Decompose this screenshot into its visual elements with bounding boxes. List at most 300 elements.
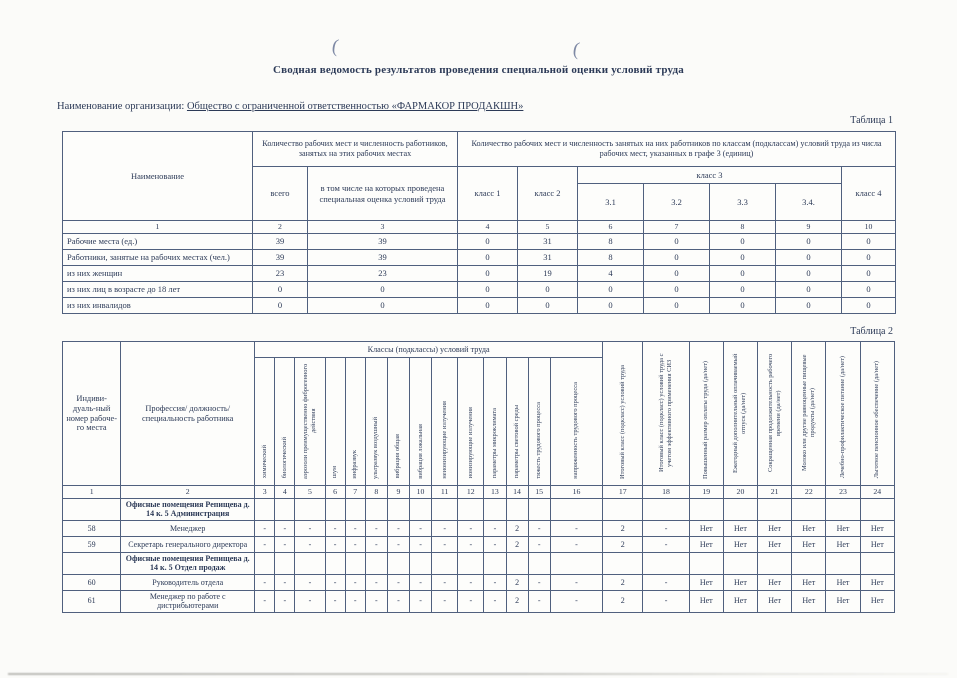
table1-cell: 0 (842, 282, 896, 298)
table1-cell: 0 (776, 282, 842, 298)
table2-cell (826, 499, 860, 521)
table1-cell: 39 (253, 234, 308, 250)
table1-class2-header: класс 2 (518, 167, 578, 221)
table1-column-number: 8 (710, 221, 776, 234)
table2-number-row (63, 486, 895, 499)
table2-cell: - (458, 574, 484, 590)
table1-header-row-1 (63, 132, 896, 167)
table1-cell: 39 (308, 250, 458, 266)
table2-cell: Нет (860, 574, 894, 590)
table1-data-row (63, 298, 896, 314)
table1-data-row (63, 234, 896, 250)
table2-column-number: 4 (275, 486, 295, 499)
table2-cell: - (365, 590, 387, 612)
table2-profession-header: Профессия/ должность/ специальность работника (121, 342, 255, 486)
table2-cell: - (345, 536, 365, 552)
table2-cell: Нет (860, 590, 894, 612)
table1-row-label: из них инвалидов (63, 298, 253, 314)
table2-cell: Нет (826, 574, 860, 590)
table2-cell: - (550, 574, 602, 590)
table2-cell (860, 499, 894, 521)
table1-cell: 0 (308, 282, 458, 298)
table2-cell: - (432, 520, 458, 536)
table1-column-number: 7 (644, 221, 710, 234)
table2-cell: - (387, 520, 409, 536)
table2-data-row (63, 590, 895, 612)
table1-caption: Таблица 1 (850, 115, 893, 126)
table2-infrasound-header (345, 358, 365, 486)
table2-cell: Нет (689, 590, 723, 612)
table1-column-number: 1 (63, 221, 253, 234)
table2-cell: - (275, 536, 295, 552)
table1-cell: 8 (578, 234, 644, 250)
table1-cell: 8 (578, 250, 644, 266)
table2-nonionizing-header (432, 358, 458, 486)
table2-vibration-local-header (409, 358, 431, 486)
table2-cell: Нет (826, 520, 860, 536)
table2-cell (528, 552, 550, 574)
table2-column-number: 6 (325, 486, 345, 499)
rotated-header-text: аэрозоли преимущественно фиброгенного действия (301, 362, 317, 479)
table1-cell: 0 (644, 250, 710, 266)
table2-cell: - (255, 536, 275, 552)
table2-column-number: 22 (792, 486, 826, 499)
table1-cell: 0 (308, 298, 458, 314)
table2-column-number: 3 (255, 486, 275, 499)
table2-cell (345, 499, 365, 521)
table2-cell: - (325, 590, 345, 612)
table1-cell: 0 (644, 282, 710, 298)
table2-cell: - (275, 574, 295, 590)
table2-workplace-number-cell (63, 552, 121, 574)
table2-cell: - (295, 574, 325, 590)
table2-cell: - (387, 536, 409, 552)
table2-cell (458, 499, 484, 521)
table2-cell: - (550, 590, 602, 612)
table2-cell (689, 552, 723, 574)
organization-label: Наименование организации: (57, 101, 185, 112)
table2-cell: - (528, 536, 550, 552)
rotated-header-text: параметры микроклимата (490, 408, 498, 479)
table2-cell (506, 552, 528, 574)
table2-cell (409, 552, 431, 574)
table2-column-number: 13 (484, 486, 506, 499)
table1-group1-header: Количество рабочих мест и численность работников, занятых на этих рабочих местах (253, 132, 458, 167)
table2-data-row (63, 536, 895, 552)
table2-column-number: 1 (63, 486, 121, 499)
table2-cell: - (643, 574, 689, 590)
table2-vibration-general-header (387, 358, 409, 486)
table1-cell: 0 (253, 282, 308, 298)
table2-cell: - (458, 536, 484, 552)
table1-cell: 0 (776, 298, 842, 314)
table2-cell (792, 552, 826, 574)
table2-cell: Нет (758, 574, 792, 590)
table1-class32-header: 3.2 (644, 184, 710, 221)
table2-cell (458, 552, 484, 574)
workplaces-table-2 (62, 341, 895, 613)
table2-cell (432, 552, 458, 574)
rotated-header-text: Льготное пенсионное обеспечение (да/нет) (873, 361, 881, 479)
table2-cell (689, 499, 723, 521)
table2-profession-cell: Руководитель отдела (121, 574, 255, 590)
table2-cell: 2 (506, 536, 528, 552)
table2-cell: - (528, 520, 550, 536)
table1-cell: 0 (842, 250, 896, 266)
table2-cell: - (255, 520, 275, 536)
table2-cell (643, 499, 689, 521)
table2-column-number: 16 (550, 486, 602, 499)
table2-cell: 2 (603, 590, 643, 612)
table2-column-number: 17 (603, 486, 643, 499)
table1-cell: 0 (518, 298, 578, 314)
table2-cell: Нет (758, 590, 792, 612)
table1-row-label: из них лиц в возрасте до 18 лет (63, 282, 253, 298)
table2-cell (255, 552, 275, 574)
table1-cell: 0 (518, 282, 578, 298)
table2-cell (723, 552, 757, 574)
table2-column-number: 2 (121, 486, 255, 499)
organization-name: Общество с ограниченной ответственностью «ФАРМАКОР ПРОДАКШН» (186, 101, 524, 112)
table2-cell: - (325, 520, 345, 536)
table2-section-row (63, 552, 895, 574)
table2-cell: Нет (723, 520, 757, 536)
table2-section-row (63, 499, 895, 521)
table1-cell: 0 (458, 266, 518, 282)
table2-ultrasound-header (365, 358, 387, 486)
table2-cell: - (409, 590, 431, 612)
table2-cell (792, 499, 826, 521)
table2-extra-leave-header (723, 342, 757, 486)
table2-cell (432, 499, 458, 521)
table1-row-label: Работники, занятые на рабочих местах (чел.) (63, 250, 253, 266)
rotated-header-text: шум (331, 466, 339, 479)
table2-cell: - (484, 590, 506, 612)
table2-profession-cell: Менеджер по работе с дистрибьютерами (121, 590, 255, 612)
table2-cell: Нет (826, 536, 860, 552)
table2-cell: Нет (689, 520, 723, 536)
table1-group2-header: Количество рабочих мест и численность занятых на них работников по классам (подклассам) условий труда из числа рабочих мест, указанных в графе 3 (единиц) (458, 132, 896, 167)
table2-milk-products-header (792, 342, 826, 486)
rotated-header-text: напряженность трудового процесса (572, 381, 580, 479)
table2-cell: 2 (603, 536, 643, 552)
table1-data-row (63, 250, 896, 266)
table2-cell (325, 552, 345, 574)
table2-classes-group-header: Классы (подклассы) условий труда (255, 342, 603, 358)
table2-cell: Нет (723, 536, 757, 552)
table2-raised-pay-header (689, 342, 723, 486)
table2-cell (275, 552, 295, 574)
table1-cell: 0 (458, 298, 518, 314)
table2-microclimate-header (484, 358, 506, 486)
table2-column-number: 14 (506, 486, 528, 499)
table2-cell: Нет (792, 590, 826, 612)
table1-cell: 0 (710, 266, 776, 282)
table1-column-number: 5 (518, 221, 578, 234)
table2-cell: Нет (758, 536, 792, 552)
table2-cell: - (458, 520, 484, 536)
table2-section-label: Офисные помещения Репищева д. 14 к. 5 Администрация (121, 499, 255, 521)
table2-cell: - (255, 574, 275, 590)
table2-cell: Нет (689, 536, 723, 552)
table2-final-class-header (603, 342, 643, 486)
table1-class3-header: класс 3 (578, 167, 842, 184)
rotated-header-text: инфразвук (351, 449, 359, 479)
table1-cell: 0 (644, 298, 710, 314)
table2-cell: Нет (792, 574, 826, 590)
table1-row-label: Рабочие места (ед.) (63, 234, 253, 250)
table1-column-number: 2 (253, 221, 308, 234)
table1-cell: 0 (458, 250, 518, 266)
table1-cell: 0 (776, 250, 842, 266)
table1-class31-header: 3.1 (578, 184, 644, 221)
table2-aerosols-header (295, 358, 325, 486)
table2-light-header (506, 358, 528, 486)
table2-preventive-nutrition-header (826, 342, 860, 486)
table2-cell: - (458, 590, 484, 612)
table2-noise-header (325, 358, 345, 486)
table2-cell: - (387, 574, 409, 590)
table2-cell (325, 499, 345, 521)
table2-cell (484, 499, 506, 521)
table2-column-number: 11 (432, 486, 458, 499)
table1-cell: 23 (308, 266, 458, 282)
table1-cell: 23 (253, 266, 308, 282)
table2-cell (860, 552, 894, 574)
table2-column-number: 8 (365, 486, 387, 499)
table1-cell: 0 (776, 266, 842, 282)
table1-cell: 4 (578, 266, 644, 282)
table2-workplace-number-cell (63, 499, 121, 521)
table2-profession-cell: Секретарь генерального директора (121, 536, 255, 552)
table1-column-number: 10 (842, 221, 896, 234)
table2-cell (409, 499, 431, 521)
table1-cell: 0 (578, 298, 644, 314)
table1-total-header: всего (253, 167, 308, 221)
table2-cell: - (345, 520, 365, 536)
table2-column-number: 7 (345, 486, 365, 499)
table1-row-label: из них женщин (63, 266, 253, 282)
table2-cell: - (643, 590, 689, 612)
table2-cell: - (643, 536, 689, 552)
table2-cell: - (432, 536, 458, 552)
table2-column-number: 15 (528, 486, 550, 499)
table2-cell (365, 499, 387, 521)
table1-column-number: 4 (458, 221, 518, 234)
table2-header-row-1 (63, 342, 895, 358)
table2-cell: Нет (792, 536, 826, 552)
table1-cell: 0 (776, 234, 842, 250)
table2-workplace-number-cell: 58 (63, 520, 121, 536)
table1-class4-header: класс 4 (842, 167, 896, 221)
document-title: Сводная ведомость результатов проведения специальной оценки условий труда (273, 64, 684, 76)
table1-cell: 39 (253, 250, 308, 266)
table2-cell: - (275, 590, 295, 612)
table2-cell: Нет (723, 590, 757, 612)
table2-column-number: 12 (458, 486, 484, 499)
table2-workplace-number-cell: 60 (63, 574, 121, 590)
rotated-header-text: Итоговый класс (подкласс) условий труда с учетом эффективного применения СИЗ (658, 353, 674, 472)
table1-number-row (63, 221, 896, 234)
table1-cell: 0 (253, 298, 308, 314)
table2-cell: - (484, 520, 506, 536)
rotated-header-text: Сокращенная продолжительность рабочего времени (да/нет) (766, 353, 782, 472)
table2-body (63, 499, 895, 613)
table1-cell: 0 (710, 298, 776, 314)
table2-cell: 2 (506, 590, 528, 612)
table2-cell: - (345, 590, 365, 612)
table1-cell: 0 (842, 298, 896, 314)
table2-severity-header (528, 358, 550, 486)
table1-cell: 39 (308, 234, 458, 250)
table1-name-header: Наименование (63, 132, 253, 221)
table2-cell: - (295, 590, 325, 612)
table2-column-number: 21 (758, 486, 792, 499)
table1-cell: 0 (842, 266, 896, 282)
table1-column-number: 6 (578, 221, 644, 234)
rotated-header-text: ультразвук воздушный (372, 416, 380, 479)
table1-column-number: 9 (776, 221, 842, 234)
table2-column-number: 20 (723, 486, 757, 499)
table2-chemical-header (255, 358, 275, 486)
table1-cell: 0 (458, 234, 518, 250)
table1-class1-header: класс 1 (458, 167, 518, 221)
table2-caption: Таблица 2 (850, 326, 893, 337)
table2-column-number: 19 (689, 486, 723, 499)
table2-cell: Нет (758, 520, 792, 536)
table2-cell: - (275, 520, 295, 536)
table1-incl-header: в том числе на которых проведена специальная оценка условий труда (308, 167, 458, 221)
table1-cell: 0 (644, 266, 710, 282)
table2-cell: Нет (689, 574, 723, 590)
rotated-header-text: тяжесть трудового процесса (535, 401, 543, 479)
table2-cell: - (325, 536, 345, 552)
table2-cell: - (295, 520, 325, 536)
scan-page-edge-shadow (8, 673, 948, 675)
scan-artifact-curve: ( (330, 35, 341, 58)
table2-column-number: 5 (295, 486, 325, 499)
table2-column-number: 23 (826, 486, 860, 499)
table2-cell (387, 499, 409, 521)
rotated-header-text: Лечебно-профилактическое питание (да/нет) (839, 356, 847, 479)
table2-cell: - (409, 574, 431, 590)
rotated-header-text: Ежегодный дополнительный оплачиваемый отпуск (да/нет) (732, 352, 748, 473)
table2-column-number: 10 (409, 486, 431, 499)
table2-cell: - (345, 574, 365, 590)
table2-intensity-header (550, 358, 602, 486)
table2-column-number: 9 (387, 486, 409, 499)
table2-final-class-siz-header (643, 342, 689, 486)
table2-cell: Нет (792, 520, 826, 536)
table2-ionizing-header (458, 358, 484, 486)
rotated-header-text: неионизирующие излучения (440, 400, 448, 479)
table2-cell: - (255, 590, 275, 612)
table2-cell (758, 552, 792, 574)
table2-cell: 2 (506, 520, 528, 536)
table2-column-number: 24 (860, 486, 894, 499)
table2-cell (603, 499, 643, 521)
table1-cell: 0 (710, 282, 776, 298)
table2-data-row (63, 520, 895, 536)
table2-cell: - (484, 574, 506, 590)
table1-data-row (63, 266, 896, 282)
scan-artifact-curve: ( (571, 38, 582, 61)
table2-cell (255, 499, 275, 521)
table2-cell (758, 499, 792, 521)
table2-cell (550, 499, 602, 521)
table2-data-row (63, 574, 895, 590)
table2-cell (723, 499, 757, 521)
table2-cell: - (409, 536, 431, 552)
table2-cell (506, 499, 528, 521)
rotated-header-text: Итоговый класс (подкласс) условий труда (618, 364, 626, 479)
table2-cell: - (484, 536, 506, 552)
table1-cell: 0 (458, 282, 518, 298)
table2-workplace-number-header: Индиви-дуаль-ный номер рабоче-го места (63, 342, 121, 486)
table2-reduced-hours-header (758, 342, 792, 486)
table2-cell: - (550, 536, 602, 552)
table2-cell (275, 499, 295, 521)
table1-cell: 0 (644, 234, 710, 250)
rotated-header-text: Молоко или другие равноценные пищевые продукты (да/нет) (800, 354, 816, 471)
table2-cell: - (365, 574, 387, 590)
rotated-header-text: ионизирующие излучения (466, 407, 474, 479)
table2-cell: - (365, 536, 387, 552)
table2-cell: - (528, 590, 550, 612)
table2-cell (345, 552, 365, 574)
table2-pension-benefit-header (860, 342, 894, 486)
table2-cell: - (365, 520, 387, 536)
rotated-header-text: биологический (280, 437, 288, 479)
table1-cell: 31 (518, 234, 578, 250)
table2-cell: - (432, 590, 458, 612)
table1-data-row (63, 282, 896, 298)
table1-cell: 19 (518, 266, 578, 282)
table2-cell: - (409, 520, 431, 536)
summary-table-1 (62, 131, 896, 314)
table1-column-number: 3 (308, 221, 458, 234)
table2-cell: Нет (826, 590, 860, 612)
table2-cell: - (550, 520, 602, 536)
table2-section-label: Офисные помещения Репищева д. 14 к. 5 Отдел продаж (121, 552, 255, 574)
table2-cell: - (528, 574, 550, 590)
table2-cell (550, 552, 602, 574)
rotated-header-text: вибрация локальная (416, 423, 424, 479)
table2-cell: Нет (860, 536, 894, 552)
table2-cell: - (643, 520, 689, 536)
table1-cell: 0 (842, 234, 896, 250)
table2-cell (643, 552, 689, 574)
table2-cell: 2 (603, 520, 643, 536)
table1-body (63, 234, 896, 314)
table1-cell: 0 (578, 282, 644, 298)
table1-class33-header: 3.3 (710, 184, 776, 221)
table2-workplace-number-cell: 59 (63, 536, 121, 552)
rotated-header-text: параметры световой среды (513, 405, 521, 479)
table2-cell: 2 (603, 574, 643, 590)
rotated-header-text: химический (260, 445, 268, 479)
rotated-header-text: вибрация общая (394, 434, 402, 479)
table1-class34-header: 3.4. (776, 184, 842, 221)
rotated-header-text: Повышенный размер оплаты труда (да/нет) (702, 360, 710, 479)
table2-cell: Нет (860, 520, 894, 536)
table2-column-number: 18 (643, 486, 689, 499)
table2-cell: Нет (723, 574, 757, 590)
table2-cell (365, 552, 387, 574)
table2-cell (528, 499, 550, 521)
table2-cell (295, 552, 325, 574)
table2-cell (603, 552, 643, 574)
